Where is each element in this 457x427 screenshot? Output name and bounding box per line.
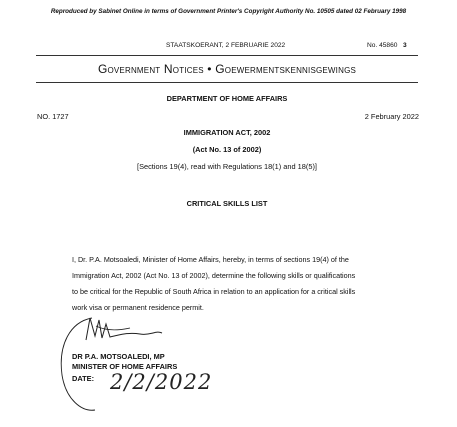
body-line: Immigration Act, 2002 (Act No. 13 of 2002), determine the following skills or qualifications bbox=[72, 271, 356, 280]
section-title: Government Notices • Goewermentskennisgewings bbox=[97, 62, 357, 76]
notice-number: NO. 1727 bbox=[37, 112, 69, 121]
body-line: I, Dr. P.A. Motsoaledi, Minister of Home Affairs, hereby, in terms of sections 19(4) of the bbox=[72, 255, 349, 264]
page-number: 3 bbox=[402, 42, 407, 49]
act-number: (Act No. 13 of 2002) bbox=[192, 145, 262, 154]
signatory-name: DR P.A. MOTSOALEDI, MP bbox=[72, 352, 165, 361]
gazette-date: STAATSKOERANT, 2 FEBRUARIE 2022 bbox=[166, 42, 286, 49]
signatory-title: MINISTER OF HOME AFFAIRS bbox=[72, 362, 178, 371]
handwritten-date: 2/2/2022 bbox=[110, 370, 213, 394]
sections-reference: [Sections 19(4), read with Regulations 18(1) and 18(5)] bbox=[137, 162, 317, 171]
reproduction-notice: Reproduced by Sabinet Online in terms of Government Printer's Copyright Authority No. 10505 dated 02 February 1998 bbox=[50, 8, 407, 15]
body-line: work visa or permanent residence permit. bbox=[72, 303, 204, 312]
department-heading: DEPARTMENT OF HOME AFFAIRS bbox=[166, 94, 288, 103]
act-title: IMMIGRATION ACT, 2002 bbox=[183, 128, 271, 137]
date-label: DATE: bbox=[72, 374, 95, 383]
list-title: CRITICAL SKILLS LIST bbox=[186, 199, 268, 208]
body-line: to be critical for the Republic of South Africa in relation to an application for a critical skills bbox=[72, 287, 356, 296]
notice-date: 2 February 2022 bbox=[364, 112, 419, 121]
gazette-issue-number: No. 45860 bbox=[367, 42, 398, 49]
